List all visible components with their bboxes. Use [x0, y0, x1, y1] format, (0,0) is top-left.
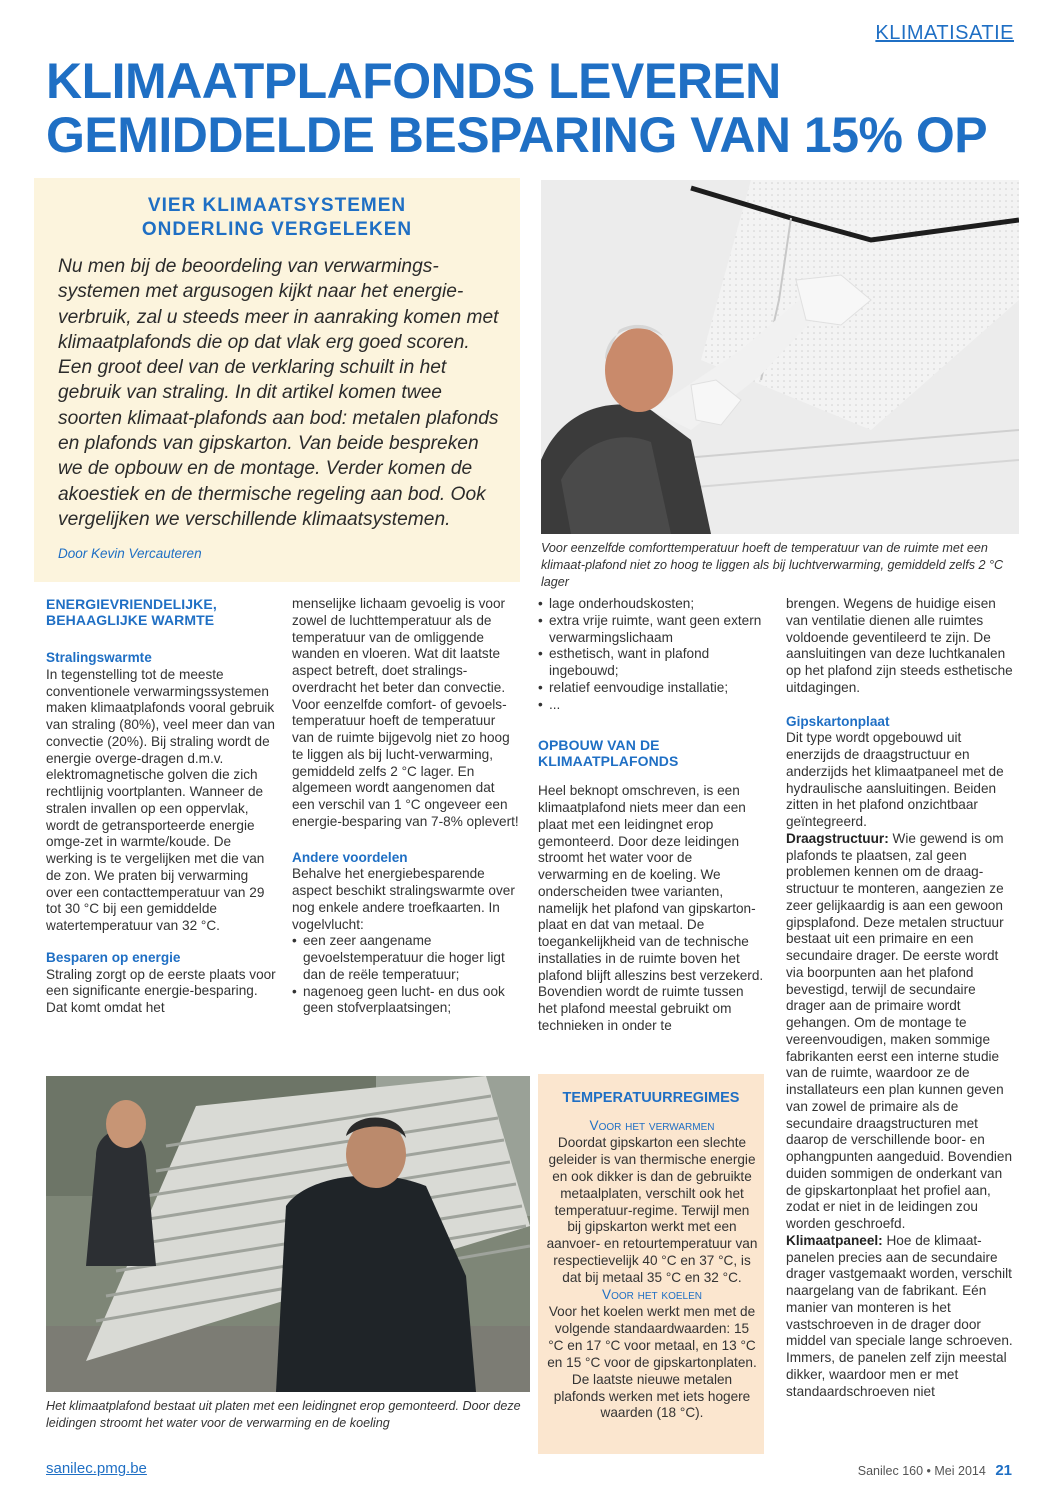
paragraph-ventilatie: brengen. Wegens de huidige eisen van ventilatie dienen alle ruimtes voldoende geventileerd te zijn. De aansluitingen van deze luchtkanalen op het plafond zijn steeds esthetische uitdagingen. [786, 596, 1013, 695]
photo-bottom-caption-wrap [46, 1398, 530, 1432]
intro-title [34, 194, 520, 242]
list-voordelen-b [538, 596, 764, 713]
paragraph-opbouw: Heel beknopt omschreven, is een klimaatplafond niets meer dan een plaat met een leidingnet erop gemonteerd. Door deze leidingen stroomt het water voor de verwarming en de koeling. We onderscheiden twee varianten, namelijk het plafond van gipskarton-plaat en dat van metaal. De toegankelijkheid van de technische installaties in de ruimte boven het plafond blijft alleszins best verzekerd. Bovendien wordt de ruimte tussen het plafond meestal gebruikt om technieken in onder te [538, 783, 764, 1033]
section-tag: KLIMATISATIE [875, 22, 1014, 44]
footer-website-link[interactable]: sanilec.pmg.be [46, 1460, 147, 1477]
photo-panel-carrying [46, 1076, 530, 1392]
column-4 [786, 596, 1016, 1400]
temperature-regimes-body [546, 1118, 758, 1422]
paragraph-koelen: Voor het koelen werkt men met de volgende standaardwaarden: 15 °C en 17 °C voor metaal, en 13 °C en 15 °C voor de gipskartonplaten. De laatste nieuwe metalen plafonds werken met iets hogere waarden (18 °C). [547, 1303, 757, 1421]
subheading-stralingswarmte: Stralingswarmte [46, 650, 152, 665]
paragraph-besparen: Straling zorgt op de eerste plaats voor een significante energie-besparing. Dat komt omdat het [46, 966, 276, 1015]
list-item: • esthetisch, want in plafond ingebouwd; [538, 646, 764, 680]
list-item: • ... [538, 697, 764, 714]
headline [46, 54, 1026, 162]
photo-top-caption: Voor eenzelfde comforttemperatuur hoeft de temperatuur van de ruimte met een klimaat-plafond niet zo hoog te liggen als bij luchtverwarming, gemiddeld zelfs 2 °C lager [541, 541, 1004, 589]
column-3 [538, 596, 764, 1035]
photo-top-caption-wrap [541, 540, 1019, 591]
temperature-regimes-box [538, 1074, 764, 1454]
headline-line-2: GEMIDDELDE BESPARING VAN 15% OP [46, 107, 988, 163]
subheading-besparen: Besparen op energie [46, 949, 181, 965]
column-2 [292, 596, 520, 1017]
list-item: • een zeer aangename gevoelstemperatuur die hoger ligt dan de reële temperatuur; [292, 933, 520, 983]
list-item: • lage onderhoudskosten; [538, 596, 764, 613]
column-1 [46, 596, 276, 1017]
paragraph-klimaatpaneel [786, 1233, 1016, 1401]
text-draagstructuur: Wie gewend is om plafonds te plaatsen, zal geen problemen kennen om de draag-structuur te monteren, aangezien ze zeer gelijkaardig is aan een gewoon gipsplafond. Deze metalen structuur bestaat uit een primaire en een secundaire drager. De eerste wordt via boorpunten aan het plafond bevestigd, terwijl de secundaire drager aan de primaire wordt gehangen. Om de montage te vereenvoudigen, maken sommige fabrikanten eerst een interne studie van de ruimte, waardoor ze de installateurs een plan kunnen geven van zowel de primaire als de secundaire draagstructuren met daarop de verschillende boor- en ophangpunten aangeduid. Bovendien duiden sommigen de onderkant van de gipskartonplaat het profiel aan, zodat er niet in de leidingen zou worden geschroefd. [786, 830, 1013, 1231]
paragraph-verwarmen: Doordat gipskarton een slechte geleider is van thermische energie en ook dikker is dan de gebruikte metaalplaten, verschilt ook het temperatuur-regime. Terwijl men bij gipskarton werkt met een aanvoer- en retourtemperatuur van respectievelijk 40 °C en 37 °C, is dat bij metaal 35 °C en 32 °C. [546, 1134, 758, 1286]
list-voordelen-a [292, 933, 520, 1017]
panel-photo-illustration [46, 1076, 530, 1392]
list-item: • nagenoeg geen lucht- en dus ook geen stofverplaatsingen; [292, 984, 520, 1018]
paragraph-stralingswarmte: In tegenstelling tot de meeste conventionele verwarmingssystemen maken klimaatplafonds vooral gebruik van straling (80%), veel meer dan van convectie (20%). Bij straling wordt de energie overge-dragen d.m.v. elektromagnetische golven die zich rechtlijnig voortplanten. Wanneer de stralen invallen op een oppervlak, wordt de getransporteerde energie omge-zet in warmte/koude. De werking is te vergelijken met die van de zon. We praten bij verwarming over een contacttemperatuur van 29 tot 30 °C bij een gemiddelde watertemperatuur van 32 °C. [46, 666, 275, 933]
paragraph-andere-voordelen: Behalve het energiebesparende aspect beschikt stralingswarmte over nog enkele andere troefkaarten. In vogelvlucht: [292, 866, 515, 932]
subheading-verwarmen: Voor het verwarmen [589, 1118, 715, 1133]
paragraph-draagstructuur [786, 831, 1016, 1233]
byline: Door Kevin Vercauteren [58, 546, 202, 561]
lead-klimaatpaneel: Klimaatpaneel: [786, 1232, 883, 1248]
page-number: 21 [995, 1462, 1012, 1479]
footer-issue-label: Sanilec 160 • Mei 2014 [857, 1464, 986, 1478]
footer-issue [858, 1462, 1012, 1479]
paragraph-gipskartonplaat: Dit type wordt opgebouwd uit enerzijds de draagstructuur en anderzijds het klimaatpaneel met de hydraulische aansluitingen. Beiden zitten in het plafond onzichtbaar geïntegreerd. [786, 730, 1004, 829]
text-klimaatpaneel: Hoe de klimaat-panelen precies aan de secundaire drager vastgemaakt worden, verschilt naargelang van de fabrikant. Eén manier van monteren is het vastschroeven in de drager door middel van speciale lange schroeven. Immers, de panelen zelf zijn meestal dikker, waardoor men er met standaardschroeven niet [786, 1232, 1013, 1399]
heading-energievriendelijk: ENERGIEVRIENDELIJKE, BEHAAGLIJKE WARMTE [46, 596, 217, 628]
intro-title-line-1: VIER KLIMAATSYSTEMEN [147, 195, 407, 216]
headline-line-1: KLIMAATPLAFONDS LEVEREN [46, 53, 781, 109]
intro-box [34, 178, 520, 582]
photo-ceiling-installation [541, 180, 1019, 534]
subheading-andere-voordelen: Andere voordelen [292, 849, 408, 865]
photo-bottom-caption: Het klimaatplafond bestaat uit platen met een leidingnet erop gemonteerd. Door deze leidingen stroomt het water voor de verwarming en de koeling [46, 1399, 521, 1430]
list-item: • extra vrije ruimte, want geen extern verwarmingslichaam [538, 613, 764, 647]
list-item: • relatief eenvoudige installatie; [538, 680, 764, 697]
subheading-gipskartonplaat: Gipskartonplaat [786, 713, 890, 729]
intro-text: Nu men bij de beoordeling van verwarmings-systemen met argusogen kijkt naar het energie-verbruik, zal u steeds meer in aanraking komen met klimaatplafonds die op dat vlak erg goed scoren. Een groot deel van de verklaring schuilt in het gebruik van straling. In dit artikel komen twee soorten klimaat-plafonds aan bod: metalen plafonds en plafonds van gipskarton. Van beide bespreken we de opbouw en de montage. Verder komen de akoestiek en de thermische regeling aan bod. Ook vergelijken we verschillende klimaatsystemen. [58, 256, 499, 530]
heading-opbouw: OPBOUW VAN DE KLIMAATPLAFONDS [538, 737, 679, 770]
paragraph-lichaam: menselijke lichaam gevoelig is voor zowel de luchttemperatuur als de temperatuur van de omliggende wanden en vloeren. Wat dit laatste aspect betreft, doet stralings-overdracht het beter dan convectie. Voor eenzelfde comfort- of gevoels-temperatuur hoeft de temperatuur van de ruimte bijgevolg niet zo hoog te liggen als bij lucht-verwarming, gemiddeld zelfs 2 °C lager. En algemeen wordt aangenomen dat een verschil van 1 °C ongeveer een energie-besparing van 7-8% oplevert! [292, 596, 519, 829]
temperature-regimes-title: TEMPERATUURREGIMES [562, 1090, 740, 1106]
lead-draagstructuur: Draagstructuur: [786, 830, 889, 846]
intro-title-line-2: ONDERLING VERGELEKEN [141, 219, 413, 240]
subheading-koelen: Voor het koelen [602, 1287, 702, 1303]
ceiling-photo-illustration [541, 180, 1019, 534]
